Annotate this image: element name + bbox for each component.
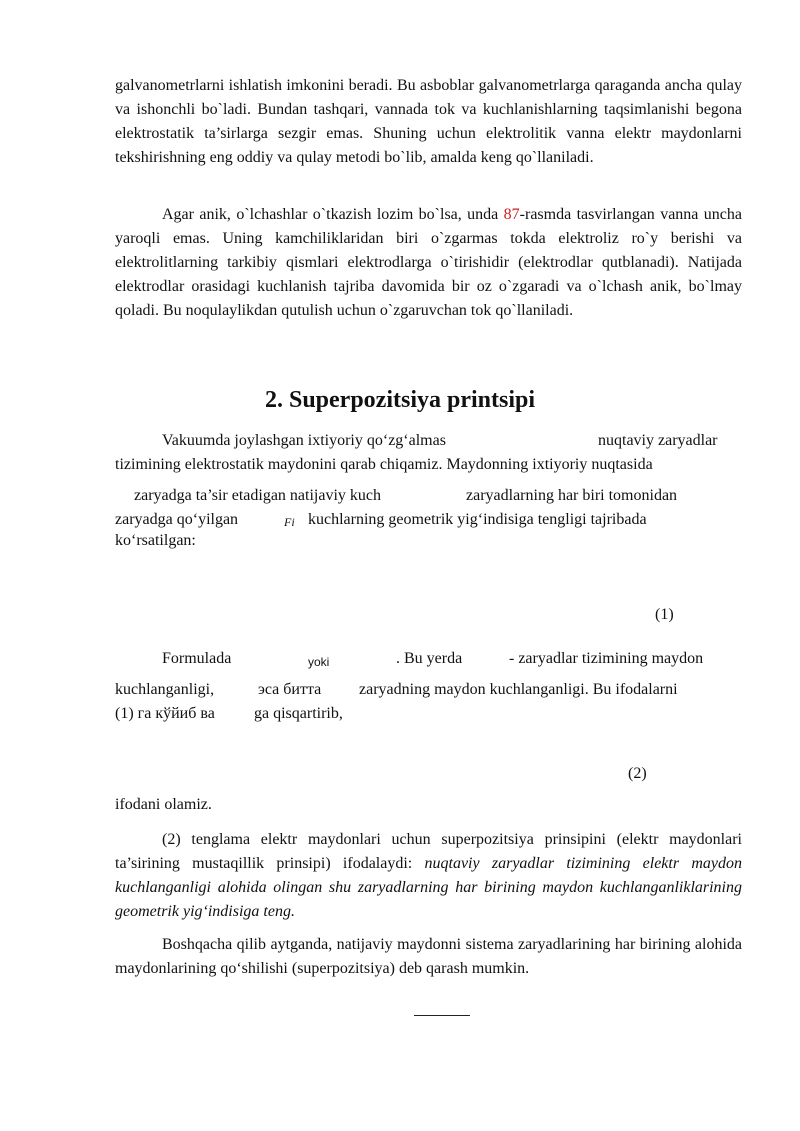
p3-line4-start: zaryadga qo‘yilgan [115,511,239,528]
para5-plain: (2) tenglama elektr maydonlari uchun superpozitsiya prinsipini (elektr maydonlari ta’sirining mustaqillik prinsipi) ifodalaydi: [115,831,742,872]
p3-line3-end: zaryadlarning har biri tomonidan [466,487,678,504]
paragraph-electrolysis [115,203,742,323]
p3-line1-end: nuqtaviy zaryadlar [598,432,718,449]
p4-line2-end: zaryadning maydon kuchlanganligi. Bu ifodalarni [359,681,678,698]
p3-line4-end: kuchlarning geometrik yig‘indisiga tengligi tajribada [308,511,647,528]
p3-line1-start: Vakuumda joylashgan ixtiyoriy qo‘zg‘almas [162,432,446,449]
paragraph-conclusion: Boshqacha qilib aytganda, natijaviy maydonni sistema zaryadlarining har birining alohida maydonlarining qo‘shilishi (superpozitsiya) deb qarash mumkin. [115,936,742,977]
p3-line3-start: zaryadga ta’sir etadigan natijaviy kuch [134,487,382,504]
p4-line3-start: (1) га кўйиб ва [115,705,215,722]
p3-line2: tizimining elektrostatik maydonini qarab chiqamiz. Maydonning ixtiyoriy nuqtasida [115,456,653,473]
force-symbol-fi: Fi [284,515,295,529]
p4-line3-end: ga qisqartirib, [254,705,343,722]
para2-text-end: -rasmda tasvirlangan vanna uncha yaroqli emas. Uning kamchiliklaridan biri o`zgarmas tokda elektroliz ro`y berishi va elektrolitlarning tarkibiy qismlari elektrodlarga o`tirishidir (elektrodlar qutblanadi). Natijada elektrodlar orasidagi kuchlanish tajriba davomida bir oz o`zgaradi va o`lchash anik, bo`lmay qoladi. Bu noqulaylikdan qutulish uchun o`zgaruvchan tok qo`llaniladi. [115,206,742,319]
para2-text-start: Agar anik, o`lchashlar o`tkazish lozim bo`lsa, unda [162,206,504,223]
p4-line2-start: kuchlanganligi, [115,681,215,698]
paragraph-superposition [115,828,742,924]
equation-number-1: (1) [655,606,674,623]
p4-line2-mid: эса битта [258,681,322,698]
equation-number-2: (2) [628,765,647,782]
p3-line5: ko‘rsatilgan: [115,532,196,549]
paragraph-galvanometer: galvanometrlarni ishlatish imkonini beradi. Bu asboblar galvanometrlarga qaraganda ancha qulay va ishonchli bo`ladi. Bundan tashqari, vannada tok va kuchlanishlarning taqsimlanishi begona elektrostatik ta’sirlarga sezgir emas. Shuning uchun elektrolitik vanna elektr maydonlarni tekshirishning eng oddiy va qulay metodi bo`lib, amalda keng qo`llaniladi. [115,77,742,166]
p4-yoki: yoki [308,655,330,669]
ifoda-line: ifodani olamiz. [115,796,212,813]
end-rule [414,1015,470,1016]
p4-line1-mid: . Bu yerda [396,650,463,667]
p4-line1-start: Formulada [162,650,232,667]
figure-reference-link[interactable]: 87 [503,206,520,223]
section-heading: 2. Superpozitsiya printsipi [264,387,536,413]
para5-italic: nuqtaviy zaryadlar tizimining elektr maydon kuchlanganligi alohida olingan shu zaryadlarning har birining maydon kuchlanganliklarining geometrik yig‘indisiga teng. [115,855,742,920]
p4-line1-end: - zaryadlar tizimining maydon [509,650,704,667]
